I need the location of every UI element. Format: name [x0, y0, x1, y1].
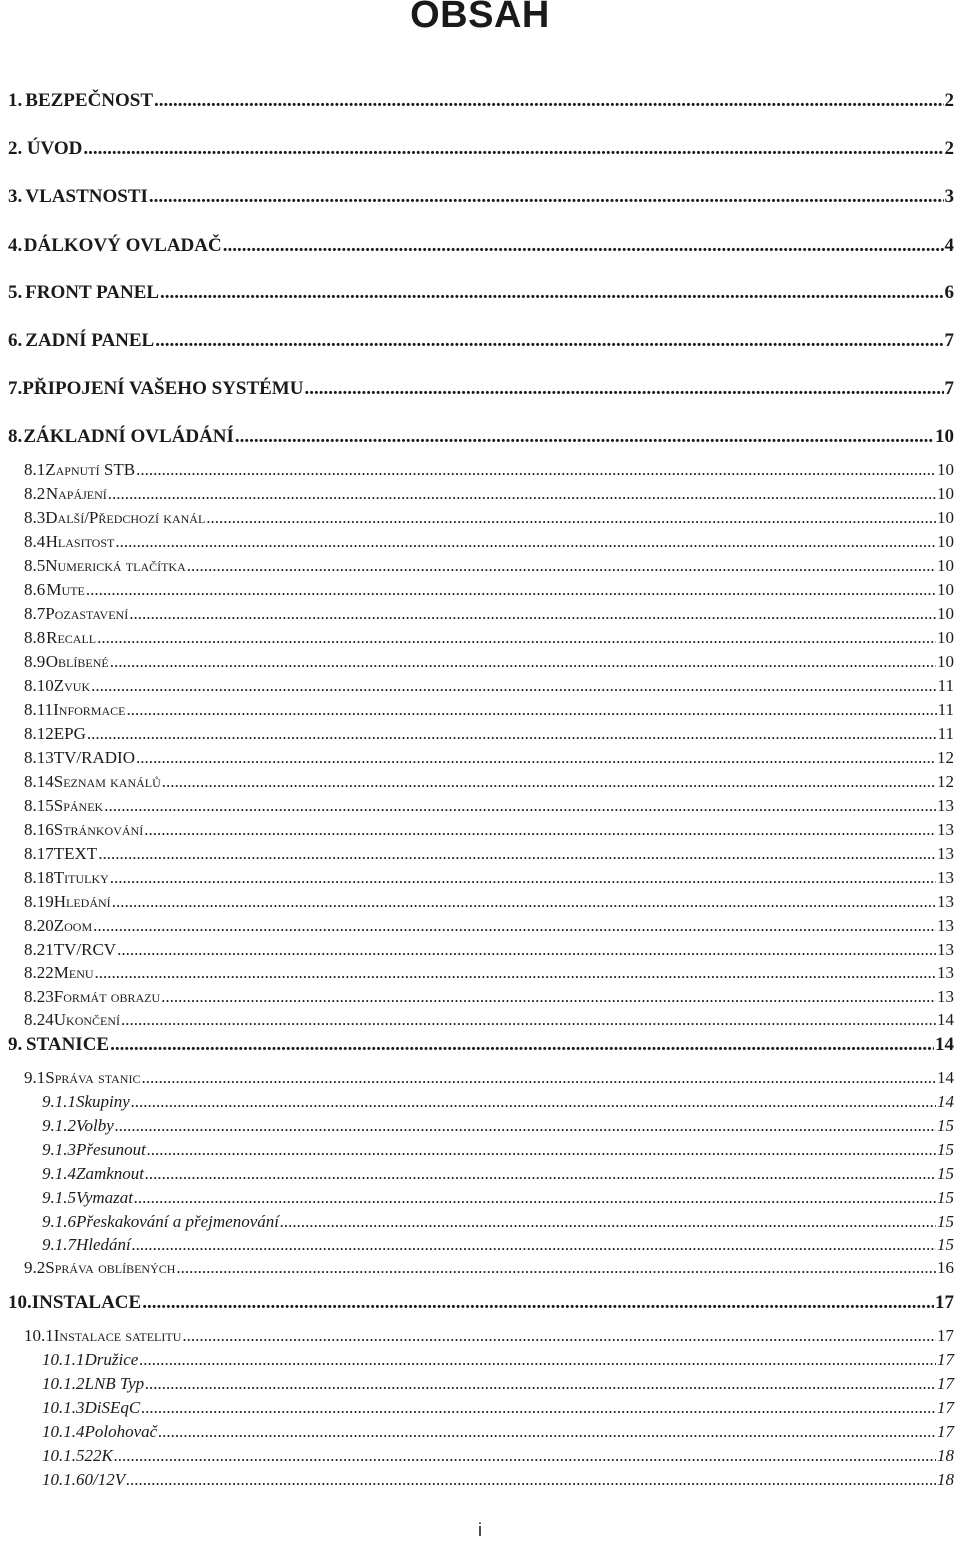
toc-entry-label: Seznam kanálů	[53, 772, 161, 791]
toc-entry-number: 1.	[8, 90, 23, 111]
toc-leader-dots	[280, 1212, 936, 1232]
toc-leader-dots	[141, 1398, 936, 1418]
toc-entry-page: 13	[937, 987, 954, 1006]
toc-entry[interactable]	[8, 330, 954, 352]
toc-leader-dots	[108, 484, 936, 504]
toc-entry-number: 10.1.5	[42, 1446, 85, 1465]
toc-entry-page: 13	[937, 940, 954, 959]
toc-entry-page: 15	[937, 1140, 954, 1159]
toc-entry-page: 15	[937, 1164, 954, 1183]
toc-entry-number: 9.1.3	[42, 1140, 76, 1159]
toc-entry[interactable]	[42, 1212, 954, 1232]
toc-entry-page: 13	[937, 796, 954, 815]
toc-entry-number: 8.	[8, 426, 23, 447]
toc-entry-number: 9.1.4	[42, 1164, 76, 1183]
toc-leader-dots	[161, 987, 936, 1007]
toc-leader-dots	[126, 700, 936, 720]
toc-entry-label: ÚVOD	[26, 138, 83, 159]
toc-leader-dots	[160, 282, 943, 304]
toc-entry-page: 17	[937, 1398, 954, 1417]
toc-leader-dots	[206, 508, 936, 528]
toc-entry[interactable]	[24, 940, 954, 960]
toc-entry-label: 0/12V	[84, 1470, 126, 1489]
toc-entry-label: Hledání	[76, 1235, 131, 1254]
toc-entry-label: 22K	[84, 1446, 113, 1465]
toc-entry-number: 8.1	[24, 460, 46, 479]
toc-entry-number: 5.	[8, 282, 23, 303]
toc-entry-page: 17	[937, 1326, 954, 1345]
toc-entry[interactable]	[8, 235, 954, 257]
toc-entry[interactable]	[24, 1068, 954, 1088]
toc-entry-label: DiSEqC	[84, 1398, 141, 1417]
toc-entry-page: 17	[937, 1350, 954, 1369]
toc-leader-dots	[114, 1446, 936, 1466]
toc-entry-label: FRONT PANEL	[25, 282, 160, 303]
toc-leader-dots	[91, 676, 936, 696]
toc-entry[interactable]	[24, 676, 954, 696]
toc-entry[interactable]	[24, 916, 954, 936]
toc-leader-dots	[155, 330, 943, 352]
toc-entry[interactable]	[8, 1292, 954, 1314]
toc-entry[interactable]	[42, 1470, 954, 1490]
toc-leader-dots	[110, 652, 936, 672]
toc-entry-label: Oblíbené	[45, 652, 109, 671]
toc-entry[interactable]	[24, 963, 954, 983]
toc-entry[interactable]	[24, 532, 954, 552]
toc-entry[interactable]	[42, 1235, 954, 1255]
toc-leader-dots	[132, 1235, 936, 1255]
toc-entry-number: 10.1.6	[42, 1470, 85, 1489]
toc-entry-page: 12	[937, 748, 954, 767]
toc-leader-dots	[115, 532, 936, 552]
toc-entry-number: 10.1.2	[42, 1374, 85, 1393]
toc-entry-page: 16	[937, 1258, 954, 1277]
toc-entry[interactable]	[24, 772, 954, 792]
toc-entry-number: 8.21	[24, 940, 54, 959]
toc-entry-label: STANICE	[26, 1034, 110, 1055]
toc-leader-dots	[158, 1422, 936, 1442]
toc-entry-label: Informace	[53, 700, 126, 719]
toc-entry[interactable]	[42, 1140, 954, 1160]
toc-entry-number: 8.24	[24, 1010, 54, 1029]
toc-entry-label: Menu	[53, 963, 94, 982]
toc-entry-number: 8.4	[24, 532, 46, 551]
toc-entry-label: Vymazat	[76, 1188, 133, 1207]
toc-entry-number: 9.	[8, 1034, 23, 1055]
toc-entry[interactable]	[24, 484, 954, 504]
toc-entry-page: 10	[937, 460, 954, 479]
toc-entry-page: 18	[937, 1470, 954, 1489]
toc-leader-dots	[223, 235, 944, 257]
toc-entry-number: 8.8	[24, 628, 46, 647]
toc-entry-number: 4.	[8, 235, 23, 256]
toc-entry-number: 10.	[8, 1292, 32, 1313]
toc-entry-label: Ukončení	[53, 1010, 121, 1029]
toc-entry-label: Přesunout	[76, 1140, 146, 1159]
toc-entry-number: 8.6	[24, 580, 46, 599]
toc-entry[interactable]	[8, 282, 954, 304]
toc-entry-label: ZÁKLADNÍ OVLÁDÁNÍ	[23, 426, 234, 447]
toc-entry-number: 8.18	[24, 868, 54, 887]
toc-entry-number: 8.3	[24, 508, 46, 527]
toc-entry-label: INSTALACE	[31, 1292, 142, 1313]
toc-entry[interactable]	[24, 748, 954, 768]
toc-entry-page: 3	[944, 186, 954, 207]
toc-entry[interactable]	[8, 90, 954, 112]
toc-leader-dots	[121, 1010, 936, 1030]
toc-entry-page: 14	[937, 1010, 954, 1029]
toc-entry-label: Numerická tlačítka	[45, 556, 186, 575]
toc-entry-number: 10.1.1	[42, 1350, 85, 1369]
toc-entry-label: Stránkování	[53, 820, 144, 839]
toc-entry-page: 11	[937, 700, 954, 719]
toc-entry[interactable]	[24, 868, 954, 888]
toc-leader-dots	[141, 1068, 936, 1088]
toc-entry[interactable]	[8, 378, 954, 400]
toc-entry-number: 8.19	[24, 892, 54, 911]
toc-entry[interactable]	[24, 628, 954, 648]
toc-leader-dots	[145, 1374, 936, 1394]
toc-entry[interactable]	[24, 796, 954, 816]
toc-entry-number: 8.16	[24, 820, 54, 839]
toc-leader-dots	[182, 1326, 936, 1346]
toc-entry-number: 8.13	[24, 748, 54, 767]
toc-entry[interactable]	[24, 556, 954, 576]
toc-entry[interactable]	[24, 892, 954, 912]
toc-entry-label: Volby	[76, 1116, 114, 1135]
toc-entry[interactable]	[42, 1422, 954, 1442]
toc-entry-number: 9.1	[24, 1068, 46, 1087]
toc-leader-dots	[86, 580, 936, 600]
toc-entry-page: 10	[937, 628, 954, 647]
toc-entry-page: 10	[937, 556, 954, 575]
toc-entry-label: Instalace satelitu	[53, 1326, 182, 1345]
toc-entry-page: 13	[937, 892, 954, 911]
toc-entry[interactable]	[24, 604, 954, 624]
toc-entry-page: 13	[937, 916, 954, 935]
toc-leader-dots	[112, 892, 936, 912]
toc-entry-number: 2.	[8, 138, 23, 159]
toc-entry-label: Další/Předchozí kanál	[45, 508, 206, 527]
toc-entry[interactable]	[24, 460, 954, 480]
toc-entry-label: Zoom	[53, 916, 93, 935]
toc-entry-page: 15	[937, 1235, 954, 1254]
toc-leader-dots	[110, 1034, 934, 1056]
toc-leader-dots	[129, 604, 936, 624]
toc-leader-dots	[145, 1164, 936, 1184]
toc-leader-dots	[136, 460, 936, 480]
toc-leader-dots	[142, 1292, 934, 1314]
toc-entry-page: 14	[937, 1068, 954, 1087]
toc-entry-page: 14	[934, 1034, 954, 1055]
toc-entry[interactable]	[24, 508, 954, 528]
toc-leader-dots	[176, 1258, 936, 1278]
toc-entry-number: 8.10	[24, 676, 54, 695]
toc-leader-dots	[83, 138, 943, 160]
toc-entry-label: PŘIPOJENÍ VAŠEHO SYSTÉMU	[22, 378, 304, 399]
toc-leader-dots	[139, 1350, 936, 1370]
toc-entry-label: EPG	[53, 724, 86, 743]
toc-leader-dots	[235, 426, 934, 448]
toc-entry[interactable]	[24, 1326, 954, 1346]
toc-entry-number: 8.20	[24, 916, 54, 935]
toc-entry[interactable]	[24, 724, 954, 744]
toc-entry-page: 17	[937, 1422, 954, 1441]
toc-entry-number: 6.	[8, 330, 23, 351]
document-title: OBSAH	[410, 0, 550, 36]
toc-entry-label: Pozastavení	[45, 604, 129, 623]
toc-leader-dots	[187, 556, 936, 576]
toc-entry-page: 10	[937, 652, 954, 671]
toc-leader-dots	[115, 1116, 936, 1136]
toc-leader-dots	[149, 186, 944, 208]
toc-entry[interactable]	[42, 1116, 954, 1136]
toc-entry[interactable]	[24, 844, 954, 864]
toc-entry[interactable]	[8, 138, 954, 160]
toc-entry[interactable]	[42, 1092, 954, 1112]
toc-entry-label: LNB Typ	[84, 1374, 145, 1393]
toc-entry-label: Zamknout	[76, 1164, 144, 1183]
toc-entry-page: 15	[937, 1212, 954, 1231]
toc-entry-number: 8.17	[24, 844, 54, 863]
toc-leader-dots	[117, 940, 936, 960]
toc-entry-label: Hlasitost	[45, 532, 115, 551]
toc-entry-label: Mute	[46, 580, 85, 599]
toc-entry[interactable]	[8, 1034, 954, 1056]
toc-entry-page: 7	[944, 378, 954, 399]
toc-entry-page: 18	[937, 1446, 954, 1465]
toc-entry-number: 3.	[8, 186, 23, 207]
toc-entry-label: TV/RCV	[53, 940, 117, 959]
toc-entry-label: ZADNÍ PANEL	[25, 330, 155, 351]
toc-entry-label: Napájení	[45, 484, 107, 503]
toc-entry-page: 10	[935, 426, 954, 447]
toc-entry-number: 8.15	[24, 796, 54, 815]
toc-entry-label: Správa stanic	[45, 1068, 141, 1087]
toc-leader-dots	[136, 748, 936, 768]
toc-entry-number: 8.9	[24, 652, 46, 671]
toc-entry-label: Titulky	[53, 868, 109, 887]
toc-entry[interactable]	[42, 1446, 954, 1466]
toc-entry-number: 9.1.6	[42, 1212, 76, 1231]
toc-entry[interactable]	[8, 426, 954, 448]
toc-leader-dots	[98, 844, 936, 864]
toc-entry-page: 6	[944, 282, 954, 303]
toc-entry-page: 14	[937, 1092, 954, 1111]
toc-entry[interactable]	[8, 186, 954, 208]
toc-entry[interactable]	[24, 1010, 954, 1030]
toc-entry-number: 8.14	[24, 772, 54, 791]
toc-entry-number: 10.1	[24, 1326, 54, 1345]
toc-entry-number: 10.1.4	[42, 1422, 85, 1441]
toc-entry-page: 15	[937, 1188, 954, 1207]
toc-entry-page: 10	[937, 604, 954, 623]
toc-entry-page: 13	[937, 820, 954, 839]
toc-entry-page: 4	[944, 235, 954, 256]
toc-entry-page: 7	[944, 330, 954, 351]
toc-entry-number: 8.12	[24, 724, 54, 743]
toc-entry-page: 17	[937, 1374, 954, 1393]
toc-entry-label: Zvuk	[53, 676, 91, 695]
toc-leader-dots	[126, 1470, 936, 1490]
toc-entry-number: 8.22	[24, 963, 54, 982]
toc-entry[interactable]	[42, 1188, 954, 1208]
toc-leader-dots	[304, 378, 943, 400]
toc-leader-dots	[93, 916, 936, 936]
toc-entry[interactable]	[24, 700, 954, 720]
toc-entry-page: 12	[937, 772, 954, 791]
toc-entry-number: 8.2	[24, 484, 46, 503]
toc-entry-label: Recall	[46, 628, 97, 647]
toc-entry[interactable]	[24, 580, 954, 600]
toc-entry-number: 9.1.1	[42, 1092, 76, 1111]
toc-entry-label: Správa oblíbených	[45, 1258, 176, 1277]
toc-entry-page: 13	[937, 844, 954, 863]
toc-entry-page: 10	[937, 484, 954, 503]
toc-entry-number: 9.1.7	[42, 1235, 76, 1254]
toc-entry-label: Formát obrazu	[53, 987, 161, 1006]
toc-entry-page: 10	[937, 532, 954, 551]
toc-entry-page: 13	[937, 868, 954, 887]
toc-entry-page: 17	[935, 1292, 954, 1313]
toc-entry[interactable]	[42, 1398, 954, 1418]
toc-entry[interactable]	[42, 1164, 954, 1184]
toc-entry[interactable]	[24, 820, 954, 840]
toc-entry-label: DÁLKOVÝ OVLADAČ	[23, 235, 222, 256]
toc-entry-page: 10	[937, 508, 954, 527]
toc-entry-number: 8.23	[24, 987, 54, 1006]
toc-entry-label: TEXT	[53, 844, 98, 863]
toc-entry-number: 9.2	[24, 1258, 46, 1277]
toc-leader-dots	[87, 724, 937, 744]
toc-leader-dots	[97, 628, 936, 648]
toc-entry-label: Skupiny	[76, 1092, 130, 1111]
toc-leader-dots	[134, 1188, 936, 1208]
toc-entry-page: 11	[937, 724, 954, 743]
toc-leader-dots	[110, 868, 936, 888]
toc-leader-dots	[154, 90, 943, 112]
toc-entry-page: 2	[944, 138, 954, 159]
toc-leader-dots	[104, 796, 936, 816]
toc-entry-number: 7.	[8, 378, 23, 399]
toc-entry-page: 11	[937, 676, 954, 695]
toc-entry-page: 10	[937, 580, 954, 599]
toc-entry-page: 15	[937, 1116, 954, 1135]
toc-entry[interactable]	[24, 1258, 954, 1278]
page-number: i	[478, 1520, 482, 1540]
toc-entry-number: 8.7	[24, 604, 46, 623]
toc-entry-label: Spánek	[53, 796, 104, 815]
toc-entry-label: VLASTNOSTI	[25, 186, 148, 207]
toc-entry-number: 9.1.2	[42, 1116, 76, 1135]
toc-leader-dots	[162, 772, 936, 792]
toc-entry[interactable]	[24, 652, 954, 672]
toc-entry-label: Družice	[84, 1350, 139, 1369]
toc-entry-label: Polohovač	[84, 1422, 158, 1441]
toc-entry-number: 8.11	[24, 700, 54, 719]
toc-entry-number: 9.1.5	[42, 1188, 76, 1207]
toc-entry[interactable]	[24, 987, 954, 1007]
toc-leader-dots	[131, 1092, 936, 1112]
toc-entry-label: Přeskakování a přejmenování	[76, 1212, 279, 1231]
toc-entry[interactable]	[42, 1374, 954, 1394]
toc-entry-label: TV/RADIO	[53, 748, 135, 767]
toc-leader-dots	[147, 1140, 936, 1160]
toc-entry-number: 10.1.3	[42, 1398, 85, 1417]
toc-entry-number: 8.5	[24, 556, 46, 575]
toc-entry-label: Zapnutí STB	[45, 460, 136, 479]
toc-leader-dots	[144, 820, 936, 840]
toc-entry[interactable]	[42, 1350, 954, 1370]
toc-entry-page: 2	[944, 90, 954, 111]
toc-leader-dots	[95, 963, 936, 983]
toc-entry-label: Hledání	[53, 892, 111, 911]
toc-entry-page: 13	[937, 963, 954, 982]
toc-entry-label: BEZPEČNOST	[25, 90, 154, 111]
